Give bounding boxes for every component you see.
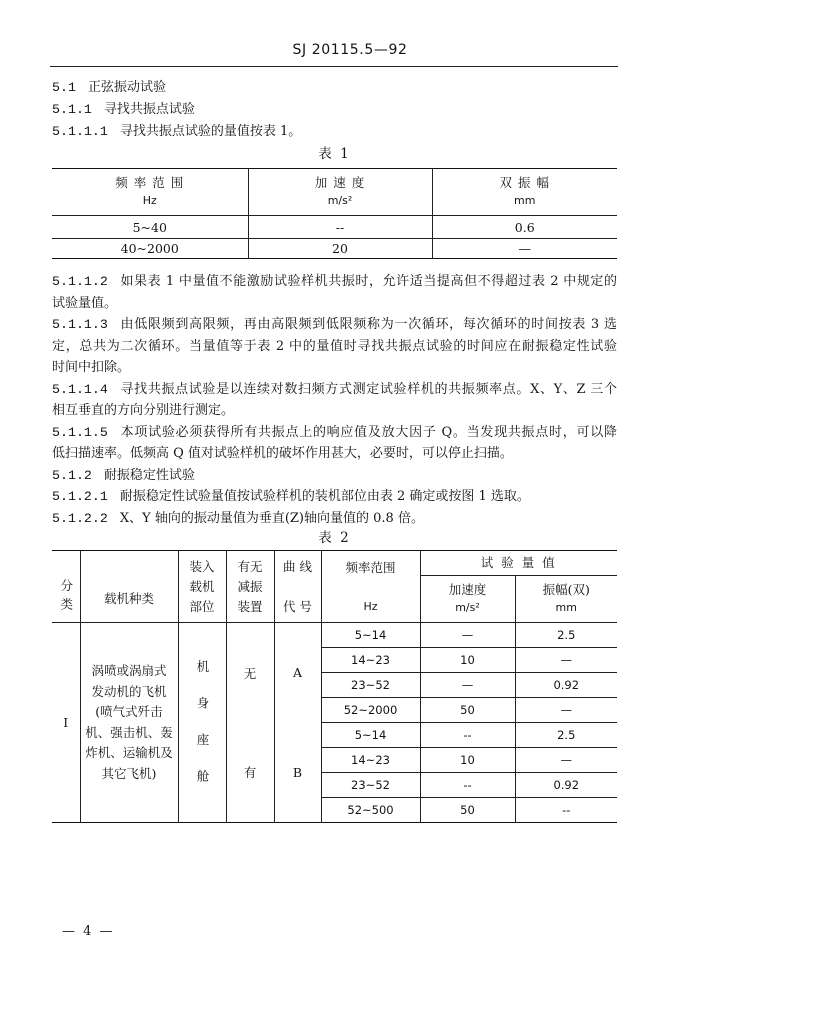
mount-position-value: 机身座舱 — [195, 660, 210, 806]
clause-number: 5.1.1.5 — [52, 424, 108, 440]
clause-text: 本项试验必须获得所有共振点上的响应值及放大因子 Q。当发现共振点时，可以降 — [119, 424, 617, 440]
cell-acceleration: 10 — [420, 648, 515, 673]
header-test-level — [420, 551, 617, 576]
header-unit: m/s² — [327, 194, 353, 207]
clause-text: 相互垂直的方向分别进行测定。 — [52, 403, 235, 418]
cell-frequency: 5~14 — [321, 623, 420, 648]
header-unit: Hz — [142, 194, 157, 207]
paragraph-line — [52, 314, 617, 336]
header-label: 试 验 量 值 — [480, 555, 557, 570]
cell-acceleration: -- — [420, 773, 515, 798]
cell-frequency: 5~40 — [52, 216, 248, 239]
cell-curve-code: A — [274, 623, 321, 723]
cell-amplitude: -- — [515, 798, 617, 823]
paragraph-line — [52, 400, 617, 422]
cell-frequency: 14~23 — [321, 748, 420, 773]
header-label: 减振 — [237, 578, 263, 594]
cell-acceleration: — — [420, 673, 515, 698]
cell-amplitude: — — [432, 239, 617, 259]
cell-frequency: 5~14 — [321, 723, 420, 748]
clause-title: 寻找共振点试验 — [103, 102, 195, 117]
clause-number: 5.1.1 — [52, 102, 92, 117]
header-rule — [50, 66, 618, 67]
clause-title: 寻找共振点试验的量值按表 1。 — [119, 124, 302, 139]
clause-text: X、Y 轴向的振动量值为垂直(Z)轴向量值的 0.8 倍。 — [119, 510, 424, 526]
cell-acceleration: 50 — [420, 798, 515, 823]
cell-amplitude: 2.5 — [515, 723, 617, 748]
cell-frequency: 23~52 — [321, 773, 420, 798]
table-row — [52, 216, 617, 239]
cell-amplitude: — — [515, 648, 617, 673]
cell-acceleration: — — [420, 623, 515, 648]
section-heading — [52, 121, 617, 143]
header-aircraft-type — [80, 551, 178, 623]
cell-category — [52, 623, 80, 823]
category-value: I — [63, 715, 69, 730]
cell-frequency: 40~2000 — [120, 241, 179, 256]
cell-mount-position — [178, 623, 226, 823]
section-heading — [52, 99, 617, 121]
clause-number: 5.1.2.1 — [52, 489, 108, 504]
aircraft-type-line: 发动机的飞机 — [91, 683, 167, 699]
paragraph-line — [52, 379, 617, 401]
table-header-row — [52, 551, 617, 576]
clause-text: 寻找共振点试验是以连续对数扫频方式测定试验样机的共振频率点。X、Y、Z 三个 — [119, 381, 617, 397]
header-acceleration — [248, 169, 432, 216]
clause-text: 定，总共为二次循环。当量值等于表 2 中的量值时寻找共振点试验的时间应在耐振稳定性试验 — [52, 338, 617, 354]
table-1 — [52, 168, 617, 259]
cell-acceleration: 20 — [248, 239, 432, 259]
header-label: 装入 — [189, 558, 215, 574]
clause-number: 5.1.1.3 — [52, 317, 108, 332]
clause-number: 5.1.1.2 — [52, 274, 108, 289]
clause-text: 由低限频到高限频，再由高限频到低限频称为一次循环，每次循环的时间按表 3 选 — [119, 317, 617, 332]
cell-damping: 有 — [226, 723, 274, 823]
paragraph-line — [52, 422, 617, 444]
cell-amplitude: — — [515, 698, 617, 723]
cell-acceleration: 50 — [420, 698, 515, 723]
page-number: — 4 — — [62, 924, 115, 939]
cell-acceleration: -- — [248, 216, 432, 239]
aircraft-type-line: 涡喷或涡扇式 — [91, 663, 167, 678]
header-category — [52, 551, 80, 623]
header-double-amplitude — [432, 169, 617, 216]
document-number: SJ 20115.5—92 — [292, 42, 408, 58]
aircraft-type-line: (喷气式歼击 — [95, 704, 163, 719]
clause-text: 低扫描速率。低频高 Q 值对试验样机的破坏作用甚大，必要时，可以停止扫描。 — [52, 446, 513, 461]
cell-acceleration: 10 — [420, 748, 515, 773]
cell-aircraft-type — [80, 623, 178, 823]
table-row — [52, 623, 617, 648]
header-label: 曲 线 — [283, 558, 312, 574]
clause-number: 5.1 — [52, 80, 76, 95]
cell-amplitude: 0.92 — [515, 773, 617, 798]
table-2 — [52, 550, 617, 823]
cell-frequency: 52~2000 — [321, 698, 420, 723]
clause-number: 5.1.2.2 — [52, 510, 108, 526]
header-unit: m/s² — [455, 601, 480, 614]
clause-number: 5.1.2 — [52, 467, 92, 483]
paragraph-line — [52, 336, 617, 358]
header-spacer — [322, 578, 420, 598]
paragraph-line — [52, 357, 617, 379]
header-label: 装置 — [237, 598, 263, 614]
clause-title: 正弦振动试验 — [87, 80, 166, 95]
cell-frequency: 14~23 — [321, 648, 420, 673]
paragraph-line — [52, 465, 617, 487]
header-label: 载机 — [189, 578, 215, 594]
header-label: 有无 — [237, 558, 263, 574]
header-label: 代 号 — [283, 598, 312, 614]
clause-title: 耐振稳定性试验 — [103, 467, 195, 483]
header-unit: mm — [514, 194, 536, 207]
section-headings — [52, 77, 617, 143]
cell-amplitude: 0.6 — [432, 216, 617, 239]
table-row — [52, 239, 617, 259]
table-2-caption: 表 2 — [318, 530, 351, 546]
cell-amplitude: 0.92 — [515, 673, 617, 698]
body-text — [52, 271, 617, 529]
aircraft-type-line: 机、强击机、轰 — [85, 724, 173, 740]
table-header-row — [52, 169, 617, 216]
header-curve-code — [274, 551, 321, 623]
paragraph-line — [52, 293, 617, 315]
cell-damping: 无 — [226, 623, 274, 723]
clause-text: 耐振稳定性试验量值按试验样机的装机部位由表 2 确定或按图 1 选取。 — [119, 489, 530, 504]
paragraph-line — [52, 443, 617, 465]
aircraft-type-line: 其它飞机) — [101, 765, 157, 781]
header-amplitude — [515, 576, 617, 623]
cell-frequency: 23~52 — [321, 673, 420, 698]
header-label: 载机种类 — [103, 590, 154, 606]
header-label: 加速度 — [448, 582, 487, 597]
section-heading — [52, 77, 617, 99]
clause-text: 试验量值。 — [52, 295, 118, 311]
header-label: 部位 — [189, 598, 215, 614]
header-label: 分类 — [58, 578, 74, 616]
header-frequency-range — [321, 551, 420, 623]
cell-amplitude: 2.5 — [515, 623, 617, 648]
cell-frequency: 52~500 — [321, 798, 420, 823]
header-label: 频 率 范 围 — [115, 175, 185, 190]
header-label: 加 速 度 — [314, 175, 366, 190]
paragraph-line — [52, 486, 617, 508]
header-acceleration — [420, 576, 515, 623]
header-unit: Hz — [363, 599, 378, 613]
header-label: 频率范围 — [345, 559, 396, 575]
aircraft-type-line: 炸机、运输机及 — [85, 745, 173, 760]
header-unit: mm — [555, 601, 577, 614]
table-1-caption: 表 1 — [318, 146, 351, 162]
cell-amplitude: — — [515, 748, 617, 773]
clause-number: 5.1.1.1 — [52, 124, 108, 139]
cell-acceleration: -- — [420, 723, 515, 748]
paragraph-line — [52, 271, 617, 293]
clause-text: 如果表 1 中量值不能激励试验样机共振时，允许适当提高但不得超过表 2 中规定的 — [119, 274, 617, 289]
cell-curve-code: B — [274, 723, 321, 823]
clause-number: 5.1.1.4 — [52, 381, 108, 397]
header-mount-position — [178, 551, 226, 623]
header-spacer — [275, 577, 321, 597]
clause-text: 时间中扣除。 — [52, 360, 131, 375]
header-damping — [226, 551, 274, 623]
header-label: 振幅(双) — [542, 582, 590, 597]
header-frequency-range — [52, 169, 248, 216]
header-label: 双 振 幅 — [499, 175, 550, 190]
